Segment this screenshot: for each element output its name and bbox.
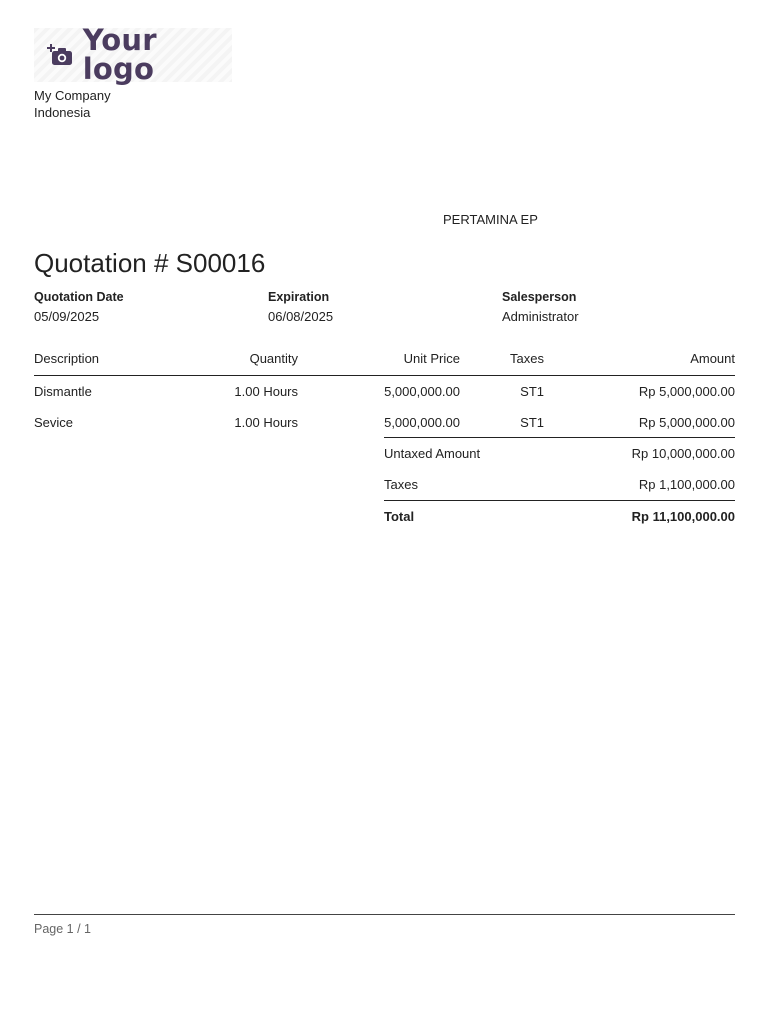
- expiration-value: 06/08/2025: [268, 309, 334, 324]
- company-country: Indonesia: [34, 105, 91, 120]
- untaxed-amount-value: Rp 10,000,000.00: [553, 438, 735, 470]
- line-amount: Rp 5,000,000.00: [638, 384, 735, 399]
- totals-table: [384, 437, 735, 532]
- company-logo: [34, 23, 232, 86]
- quotation-date-block: [34, 288, 124, 326]
- partner-name: PERTAMINA EP: [443, 212, 538, 227]
- total-row: [384, 501, 735, 533]
- table-row: [34, 376, 735, 408]
- salesperson-value: Administrator: [502, 309, 579, 324]
- line-quantity: 1.00 Hours: [234, 384, 298, 399]
- header-quantity: Quantity: [184, 341, 298, 376]
- footer-divider: [34, 914, 735, 915]
- untaxed-amount-label: Untaxed Amount: [384, 438, 553, 470]
- line-description: Sevice: [34, 415, 74, 430]
- table-row: [34, 407, 735, 438]
- camera-plus-icon: [46, 40, 75, 70]
- taxes-row: [384, 469, 735, 501]
- line-taxes: ST1: [520, 384, 544, 399]
- taxes-value: Rp 1,100,000.00: [638, 477, 735, 492]
- header-amount: Amount: [544, 341, 735, 376]
- line-description: Dismantle: [34, 384, 92, 399]
- logo-text: Your logo: [82, 23, 157, 86]
- company-address: [34, 87, 111, 121]
- total-label: Total: [384, 501, 553, 533]
- expiration-block: [268, 288, 333, 326]
- document-title: Quotation # S00016: [34, 248, 266, 278]
- header-unit-price: Unit Price: [298, 341, 460, 376]
- salesperson-block: [502, 288, 579, 326]
- untaxed-amount-row: [384, 438, 735, 470]
- expiration-label: Expiration: [268, 290, 330, 304]
- company-name: My Company: [34, 88, 111, 103]
- order-lines-table: [34, 341, 735, 438]
- total-value: Rp 11,100,000.00: [553, 501, 735, 533]
- salesperson-label: Salesperson: [502, 290, 577, 304]
- line-amount: Rp 5,000,000.00: [638, 415, 735, 430]
- line-quantity: 1.00 Hours: [234, 415, 298, 430]
- quotation-date-label: Quotation Date: [34, 290, 124, 304]
- header-taxes: Taxes: [460, 341, 544, 376]
- line-unit-price: 5,000,000.00: [384, 384, 460, 399]
- taxes-label: Taxes: [384, 477, 418, 492]
- table-header-row: [34, 341, 735, 376]
- line-unit-price: 5,000,000.00: [384, 415, 460, 430]
- page-number: Page 1 / 1: [34, 922, 91, 936]
- header-description: Description: [34, 341, 184, 376]
- line-taxes: ST1: [520, 415, 544, 430]
- quotation-date-value: 05/09/2025: [34, 309, 100, 324]
